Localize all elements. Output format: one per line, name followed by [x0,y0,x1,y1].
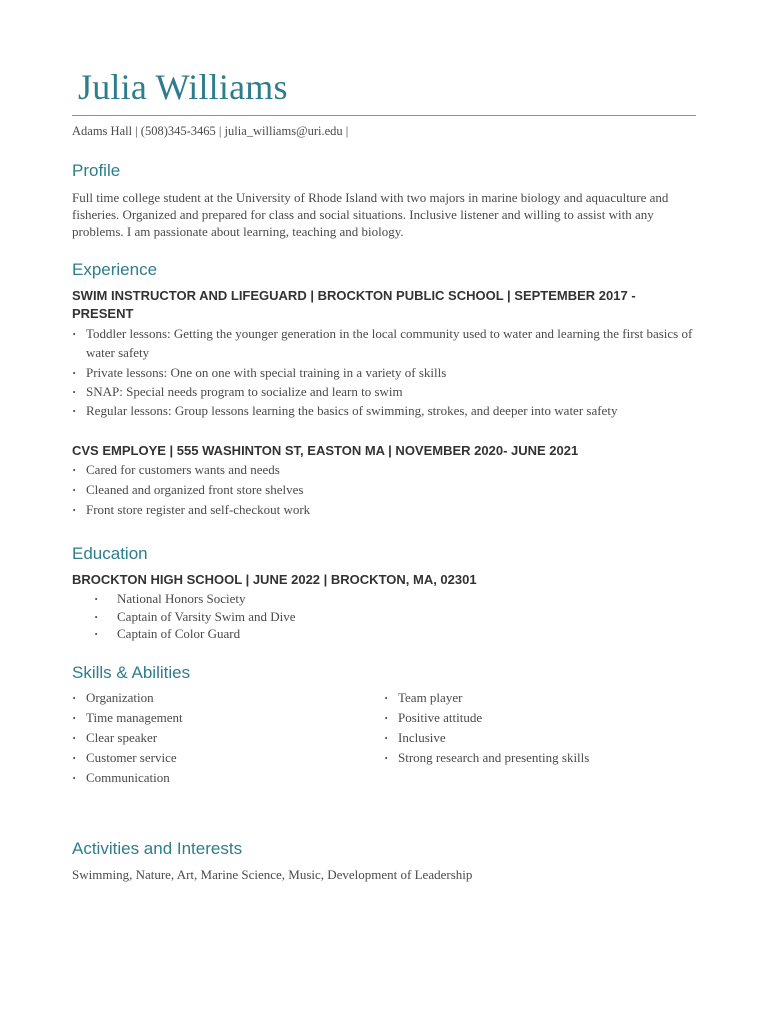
list-item: · Clear speaker [72,728,372,748]
list-item: · Cared for customers wants and needs [72,460,696,480]
header-divider [72,115,696,116]
list-item: · Organization [72,688,372,708]
list-item: · Captain of Varsity Swim and Dive [72,608,696,626]
contact-line: Adams Hall | (508)345-3465 | julia_williams@uri.edu | [72,124,349,138]
job-title: SWIM INSTRUCTOR AND LIFEGUARD | BROCKTON PUBLIC SCHOOL | SEPTEMBER 2017 - PRESENT [72,288,636,321]
list-item: · SNAP: Special needs program to socialize and learn to swim [72,382,696,401]
education-heading: Education [72,544,148,563]
list-item: · Toddler lessons: Getting the younger generation in the local community used to water and learning the first basics of water safety [72,324,696,362]
list-item: · Customer service [72,748,372,768]
list-item: · Regular lessons: Group lessons learning the basics of swimming, strokes, and deeper into water safety [72,401,696,420]
profile-text: Full time college student at the University of Rhode Island with two majors in marine biology and aquaculture and fisheries. Organized and prepared for class and social situations. Inclusive listener and willing to assist with any problems. I am passionate about learning, teaching and biology. [72,190,669,239]
list-item: · Communication [72,768,372,788]
list-item: · Cleaned and organized front store shelves [72,480,696,500]
list-item: · Positive attitude [384,708,696,728]
education-bullet-list [72,590,696,643]
list-item: · Time management [72,708,372,728]
resume-name: Julia Williams [78,67,288,107]
list-item: · Team player [384,688,696,708]
activities-heading: Activities and Interests [72,839,243,858]
profile-heading: Profile [72,161,121,180]
experience-heading: Experience [72,260,158,279]
skills-list-right [384,688,696,768]
skills-list-left [72,688,372,788]
job-bullet-list [72,324,696,420]
list-item: · Strong research and presenting skills [384,748,696,768]
list-item: · Captain of Color Guard [72,625,696,643]
activities-text: Swimming, Nature, Art, Marine Science, Music, Development of Leadership [72,867,473,882]
list-item: · National Honors Society [72,590,696,608]
list-item: · Inclusive [384,728,696,748]
skills-heading: Skills & Abilities [72,663,191,682]
job-title: CVS EMPLOYE | 555 WASHINTON ST, EASTON MA | NOVEMBER 2020- JUNE 2021 [72,443,579,458]
job-bullet-list [72,460,696,520]
list-item: · Private lessons: One on one with special training in a variety of skills [72,363,696,382]
school-title: BROCKTON HIGH SCHOOL | JUNE 2022 | BROCKTON, MA, 02301 [72,572,477,587]
list-item: · Front store register and self-checkout work [72,500,696,520]
